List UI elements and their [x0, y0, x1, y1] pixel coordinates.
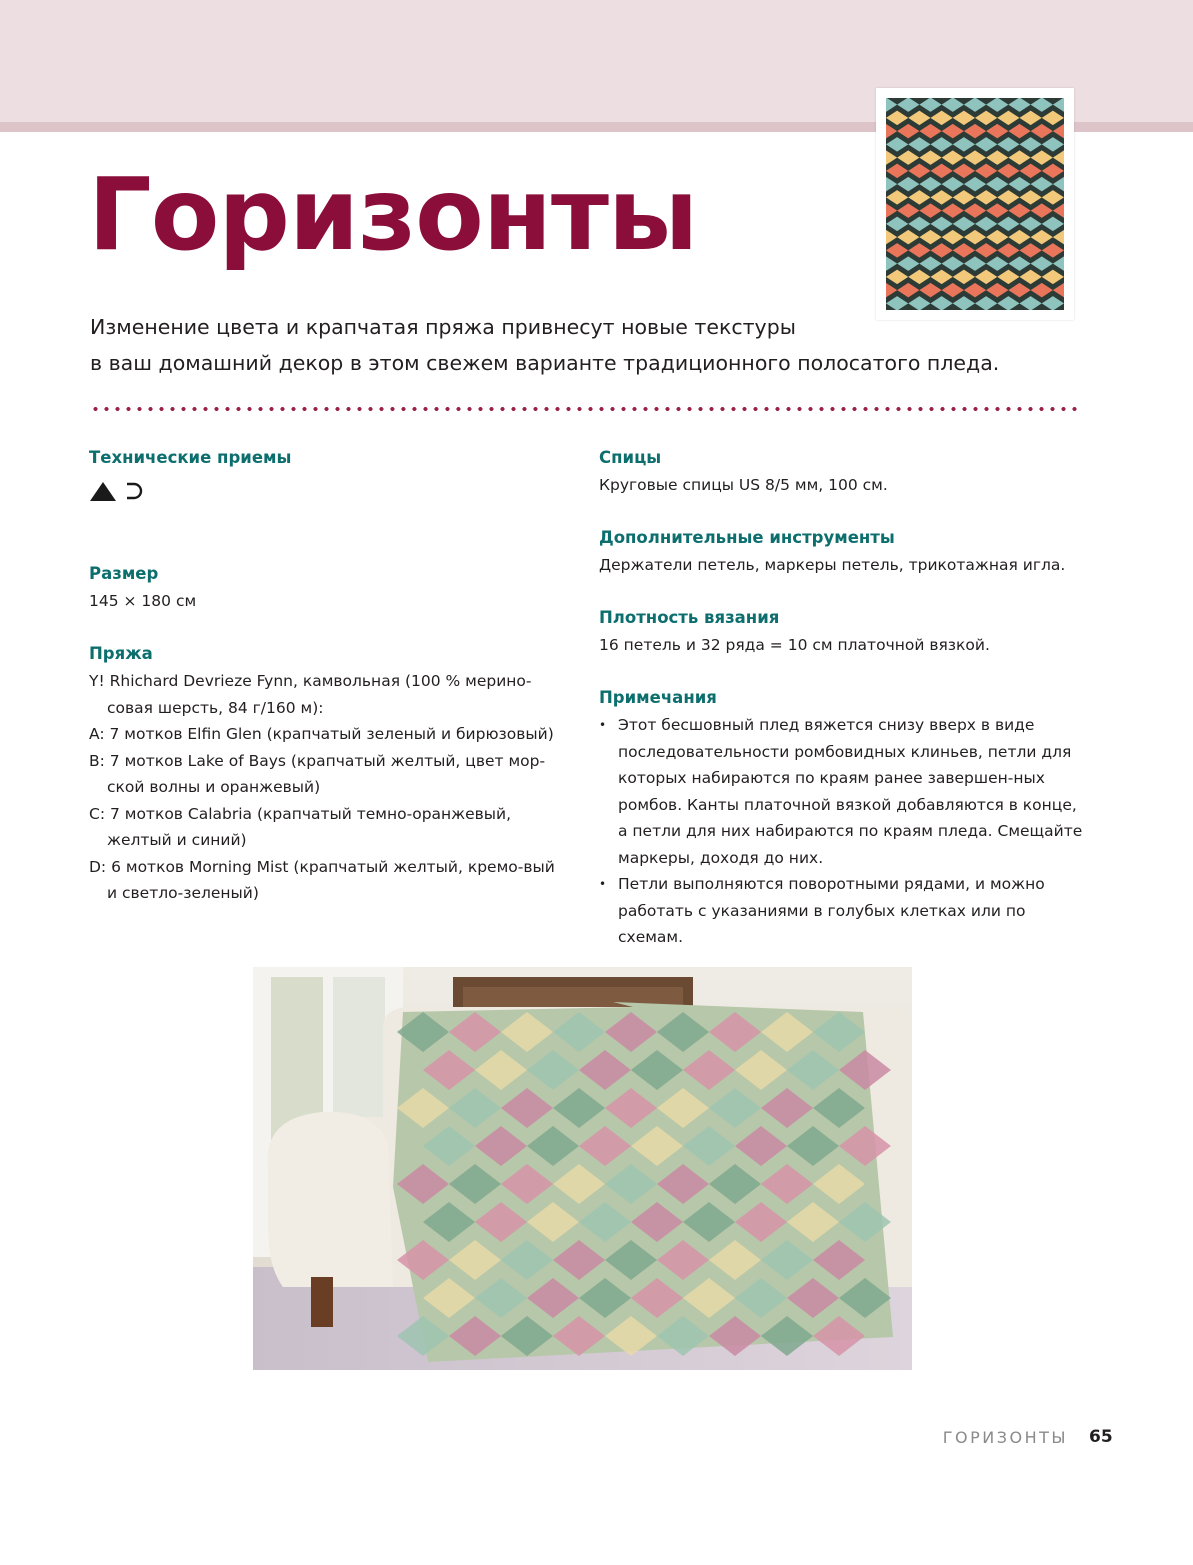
gauge-text: 16 петель и 32 ряда = 10 см платочной вязкой.	[599, 636, 990, 654]
notions-section	[599, 526, 1089, 606]
notes-heading: Примечания	[599, 688, 717, 707]
bullet-icon: •	[599, 877, 607, 891]
yarn-section	[89, 642, 569, 907]
intro-text	[90, 309, 1090, 381]
size-heading: Размер	[89, 564, 159, 583]
gauge-section	[599, 606, 1089, 686]
sofa-blanket-image	[253, 967, 912, 1370]
intro-line: Изменение цвета и крапчатая пряжа привнесут новые текстуры	[90, 315, 796, 339]
yarn-line: A: 7 мотков Elfin Glen (крапчатый зеленый и бирюзовый)	[89, 725, 554, 743]
yarn-line: C: 7 мотков Calabria (крапчатый темно-оранжевый, желтый и синий)	[89, 804, 512, 849]
yarn-line: B: 7 мотков Lake of Bays (крапчатый желтый, цвет мор-ской волны и оранжевый)	[89, 751, 546, 796]
footer-section-name: ГОРИЗОНТЫ	[942, 1428, 1068, 1447]
page-number: 65	[1089, 1427, 1113, 1447]
notions-heading: Дополнительные инструменты	[599, 528, 895, 547]
note-text: Петли выполняются поворотными рядами, и можно работать с указаниями в голубых клетках или по схемам.	[618, 875, 1045, 946]
size-value: 145 × 180 см	[89, 592, 197, 610]
gauge-heading: Плотность вязания	[599, 608, 780, 627]
note-item	[599, 871, 1089, 951]
blanket-photo	[253, 967, 912, 1370]
needles-heading: Спицы	[599, 448, 662, 467]
note-text: Этот бесшовный плед вяжется снизу вверх в виде последовательности ромбовидных клиньев, петли для которых набираются по краям ранее завершен-ных ромбов. Канты платочной вязкой добавляются в конце, а петли для них набираются по краям пледа. Смещайте маркеры, доходя до них.	[618, 716, 1083, 867]
yarn-line: D: 6 мотков Morning Mist (крапчатый желтый, кремо-вый и светло-зеленый)	[89, 857, 555, 902]
page-title: Горизонты	[88, 156, 698, 273]
triangle-icon	[89, 479, 119, 503]
note-item	[599, 712, 1089, 871]
yarn-heading: Пряжа	[89, 644, 153, 663]
right-column	[599, 446, 1089, 951]
intro-line: в ваш домашний декор в этом свежем варианте традиционного полосатого пледа.	[90, 351, 1000, 375]
techniques-section	[89, 446, 569, 562]
dotted-divider	[90, 406, 1080, 412]
diamond-pattern-illustration	[886, 98, 1064, 310]
left-column	[89, 446, 569, 907]
size-section	[89, 562, 569, 642]
techniques-heading: Технические приемы	[89, 448, 292, 467]
short-row-icon	[123, 479, 145, 503]
notions-text: Держатели петель, маркеры петель, трикотажная игла.	[599, 556, 1066, 574]
needles-section	[599, 446, 1089, 526]
technique-icons	[89, 476, 569, 506]
notes-section	[599, 686, 1089, 951]
bullet-icon: •	[599, 718, 607, 732]
needles-text: Круговые спицы US 8/5 мм, 100 см.	[599, 476, 888, 494]
yarn-line: Y! Rhichard Devrieze Fynn, камвольная (100 % мерино-совая шерсть, 84 г/160 м):	[89, 672, 532, 717]
blanket-schematic	[876, 88, 1074, 320]
